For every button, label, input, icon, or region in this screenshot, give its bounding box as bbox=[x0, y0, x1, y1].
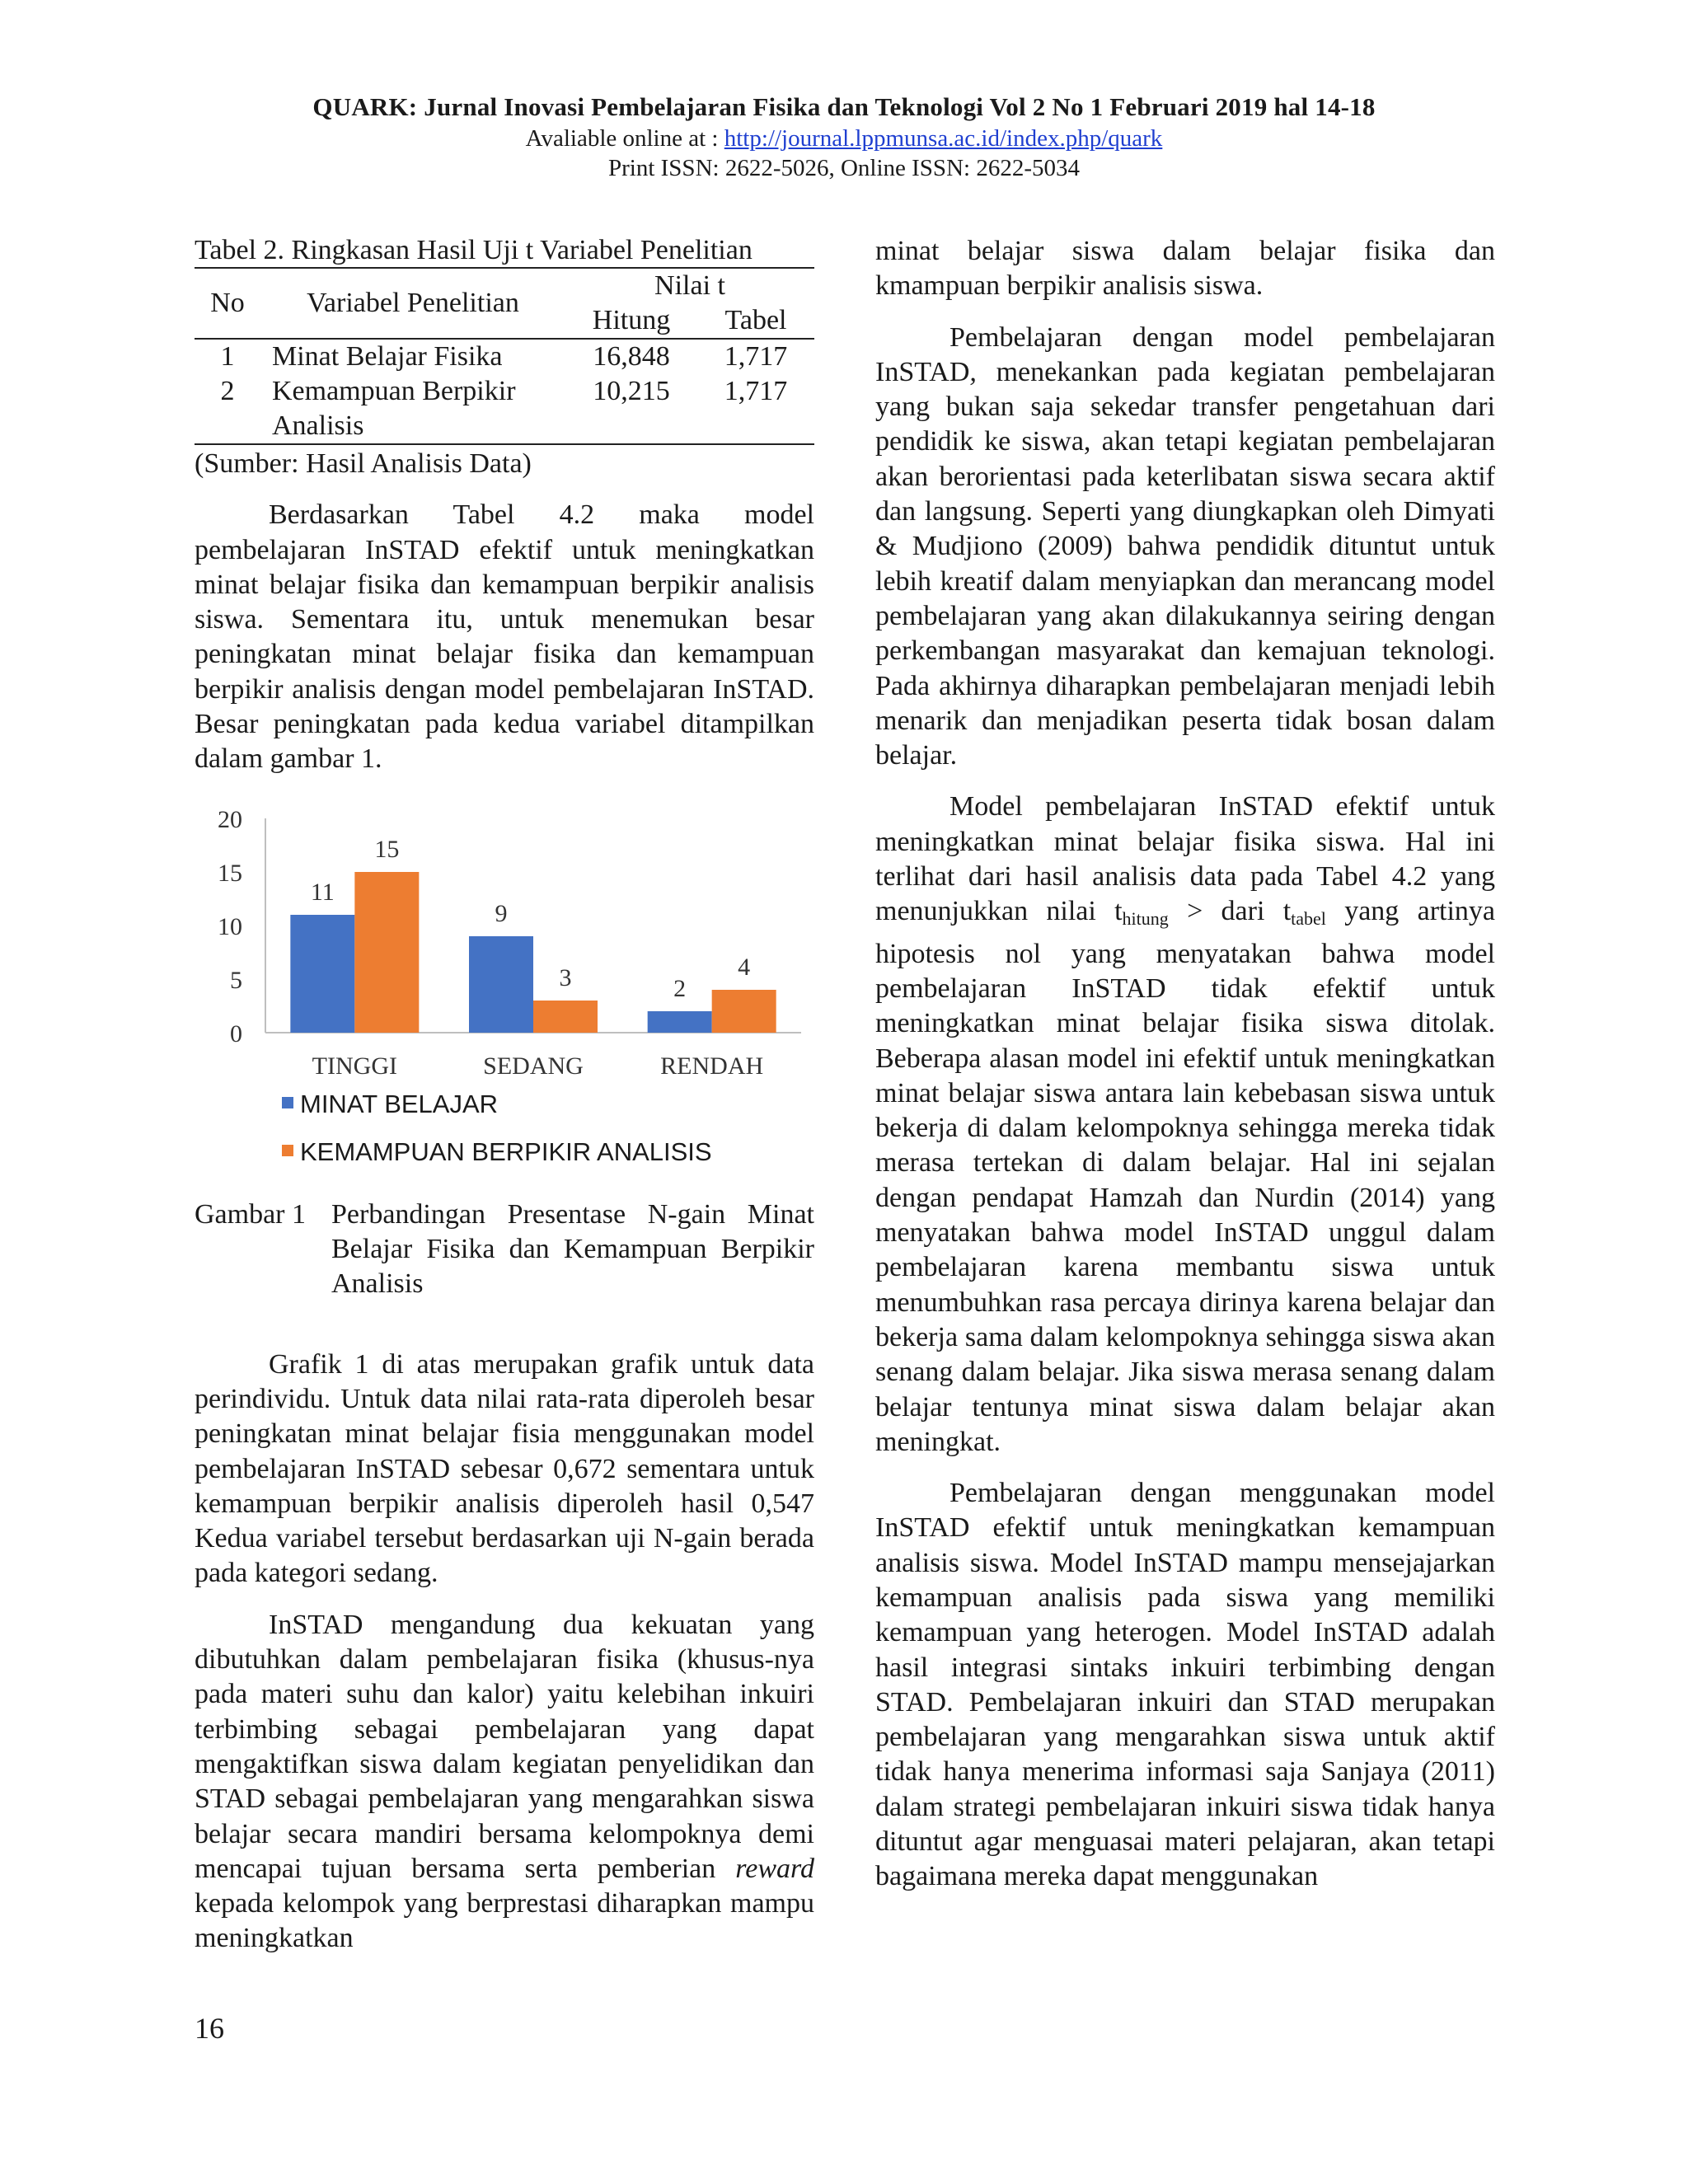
paragraph-emphasis: reward bbox=[735, 1853, 814, 1884]
paragraph-text: InSTAD mengandung dua kekuatan yang dibutuhkan dalam pembelajaran fisika (khusus-nya pada materi suhu dan kalor) yaitu kelebihan inkuiri terbimbing sebagai pembelajaran yang dapat mengaktifkan siswa dalam kegiatan penyelidikan dan STAD sebagai pembelajaran yang mengarahkan siswa belajar secara mandiri bersama kelompoknya demi mencapai tujuan bersama serta pemberian bbox=[195, 1609, 814, 1884]
bar-kemampuan-sedang bbox=[533, 1001, 598, 1033]
col-header-nilai-t: Nilai t bbox=[654, 270, 725, 301]
paragraph-text: Model pembelajaran InSTAD efektif untuk meningkatkan minat belajar fisika siswa. Hal ini terlihat dari hasil analisis data pada Tabel 4.2 yang menunjukkan nilai t bbox=[875, 791, 1495, 927]
cell-variable bbox=[260, 374, 565, 444]
col-header-tabel: Tabel bbox=[724, 305, 787, 335]
chart-plot bbox=[195, 808, 814, 1080]
journal-title: QUARK: Jurnal Inovasi Pembelajaran Fisika dan Teknologi Vol 2 No 1 Februari 2019 hal 14-18 bbox=[312, 92, 1376, 121]
data-label: 15 bbox=[374, 835, 400, 863]
y-tick-label: 5 bbox=[230, 966, 242, 994]
paragraph: Pembelajaran dengan menggunakan model InSTAD efektif untuk meningkatkan kemampuan analisis siswa. Model InSTAD mampu mensejajarkan kemampuan analisis pada siswa yang memiliki kemampuan yang heterogen. Model InSTAD adalah hasil integrasi sintaks inkuiri terbimbing dengan STAD. Pembelajaran inkuiri dan STAD merupakan pembelajaran yang mengarahkan siswa untuk aktif tidak hanya menerima informasi saja Sanjaya (2011) dalam strategi pembelajaran inkuiri siswa tidak hanya dituntut agar menguasai materi pelajaran, akan tetapi bagaimana mereka dapat menggunakan bbox=[875, 1478, 1495, 1892]
online-prefix: Avaliable online at : bbox=[525, 125, 724, 152]
issn-line: Print ISSN: 2622-5026, Online ISSN: 2622-5034 bbox=[608, 155, 1080, 181]
x-tick-label: TINGGI bbox=[312, 1052, 397, 1080]
online-availability bbox=[0, 125, 1688, 152]
bar-minat-tinggi bbox=[290, 915, 354, 1033]
paragraph-text: kepada kelompok yang berprestasi diharapkan mampu meningkatkan bbox=[195, 1888, 814, 1954]
col-header-no: No bbox=[210, 288, 245, 318]
paragraph: Berdasarkan Tabel 4.2 maka model pembelajaran InSTAD efektif untuk meningkatkan minat belajar fisika dan kemampuan berpikir analisis siswa. Sementara itu, untuk menemukan besar peningkatan minat belajar fisika dan kemampuan berpikir analisis dengan model pembelajaran InSTAD. Besar peningkatan pada kedua variabel ditampilkan dalam gambar 1. bbox=[195, 499, 814, 775]
data-label: 11 bbox=[310, 878, 335, 906]
bar-chart bbox=[195, 808, 814, 1196]
cell-variable-line1: Kemampuan Berpikir bbox=[272, 376, 516, 406]
figure-caption-text: Perbandingan Presentase N-gain Minat Belajar Fisika dan Kemampuan Berpikir Analisis bbox=[331, 1198, 814, 1299]
table-caption: Tabel 2. Ringkasan Hasil Uji t Variabel Penelitian bbox=[195, 235, 753, 265]
cell-tabel: 1,717 bbox=[724, 341, 788, 372]
bar-minat-sedang bbox=[469, 936, 533, 1033]
y-tick-label: 0 bbox=[230, 1019, 242, 1047]
paragraph-text: > dari t bbox=[1168, 896, 1292, 927]
legend-swatch-kemampuan bbox=[282, 1145, 293, 1156]
bar-kemampuan-rendah bbox=[712, 990, 776, 1033]
cell-no: 1 bbox=[220, 341, 235, 372]
cell-variable-line2: Analisis bbox=[272, 410, 364, 441]
paragraph bbox=[195, 1608, 814, 1957]
col-header-hitung: Hitung bbox=[592, 305, 671, 335]
y-tick-label: 10 bbox=[218, 912, 242, 940]
table-source: (Sumber: Hasil Analisis Data) bbox=[195, 448, 532, 479]
page-number: 16 bbox=[195, 2012, 224, 2045]
cell-no: 2 bbox=[220, 376, 235, 406]
paragraph-text: Pembelajaran dengan model pembelajaran InSTAD bbox=[875, 321, 1495, 387]
figure-caption bbox=[195, 1197, 814, 1301]
x-tick-label: SEDANG bbox=[483, 1052, 584, 1080]
paragraph-text: menekankan pada kegiatan pembelajaran yang bukan saja sekedar transfer pengetahuan dari pendidik ke siswa, akan tetapi kegiatan pembelajaran akan berorientasi pada keterlibatan siswa secara aktif dan langsung. Seperti yang diungkapkan oleh Dimyati & Mudjiono (2009) bahwa pendidik dituntut untuk lebih kreatif dalam menyiapkan dan merancang model pembelajaran yang akan dilakukannya seiring dengan perkembangan masyarakat dan kemajuan teknologi. Pada akhirnya diharapkan pembelajaran menjadi lebih menarik dan menjadikan peserta tidak bosan dalam belajar. bbox=[875, 356, 1495, 771]
legend-label-minat: MINAT BELAJAR bbox=[300, 1089, 499, 1118]
table-row bbox=[195, 374, 814, 444]
paragraph: minat belajar siswa dalam belajar fisika dan kmampuan berpikir analisis siswa. bbox=[875, 236, 1495, 302]
legend-swatch-minat bbox=[282, 1097, 293, 1108]
y-tick-label: 15 bbox=[218, 859, 242, 887]
cell-variable: Minat Belajar Fisika bbox=[272, 341, 503, 372]
bar-minat-rendah bbox=[648, 1011, 712, 1033]
right-column bbox=[875, 234, 1495, 1895]
data-label: 3 bbox=[559, 963, 572, 991]
figure-label: Gambar 1 bbox=[195, 1198, 307, 1230]
y-tick-label: 20 bbox=[218, 808, 242, 833]
legend-label-kemampuan: KEMAMPUAN BERPIKIR ANALISIS bbox=[300, 1137, 712, 1166]
cell-hitung: 10,215 bbox=[593, 376, 670, 406]
col-header-variable: Variabel Penelitian bbox=[307, 288, 519, 318]
paragraph bbox=[875, 790, 1495, 1460]
cell-tabel: 1,717 bbox=[724, 376, 788, 406]
data-label: 4 bbox=[738, 953, 751, 981]
paragraph: Grafik 1 di atas merupakan grafik untuk data perindividu. Untuk data nilai rata-rata diperoleh besar peningkatan minat belajar fisia menggunakan model pembelajaran InSTAD sebesar 0,672 sementara untuk kemampuan berpikir analisis diperoleh hasil 0,547 Kedua variabel tersebut berdasarkan uji N-gain berada pada kategori sedang. bbox=[195, 1348, 814, 1589]
bar-kemampuan-tinggi bbox=[354, 872, 419, 1033]
cell-hitung: 16,848 bbox=[593, 341, 670, 372]
data-label: 2 bbox=[673, 974, 687, 1002]
paragraph bbox=[875, 321, 1495, 774]
subscript-tabel: tabel bbox=[1291, 908, 1326, 930]
results-table bbox=[195, 267, 814, 445]
subscript-hitung: hitung bbox=[1122, 908, 1169, 930]
table-row bbox=[195, 339, 814, 374]
data-label: 9 bbox=[495, 899, 508, 927]
paragraph-text: yang artinya hipotesis nol yang menyatakan bahwa model pembelajaran InSTAD tidak efektif untuk meningkatkan minat belajar fisika siswa ditolak. Beberapa alasan model ini efektif untuk meningkatkan minat belajar siswa antara lain kebebasan siswa untuk bekerja di dalam kelompoknya sehingga mereka tidak merasa tertekan di dalam belajar. Hal ini sejalan dengan pendapat Hamzah dan Nurdin (2014) yang menyatakan bahwa model InSTAD unggul dalam pembelajaran karena membantu siswa untuk menumbuhkan rasa percaya dirinya karena belajar dan bekerja sama dalam kelompoknya sehingga siswa akan senang dalam belajar. Jika siswa merasa senang dalam belajar tentunya minat siswa dalam belajar akan meningkat. bbox=[875, 896, 1495, 1457]
journal-url-link[interactable]: http://journal.lppmunsa.ac.id/index.php/quark bbox=[724, 125, 1163, 152]
left-column bbox=[195, 234, 814, 1957]
x-tick-label: RENDAH bbox=[660, 1052, 764, 1080]
paragraph-emphasis: , bbox=[969, 356, 977, 387]
